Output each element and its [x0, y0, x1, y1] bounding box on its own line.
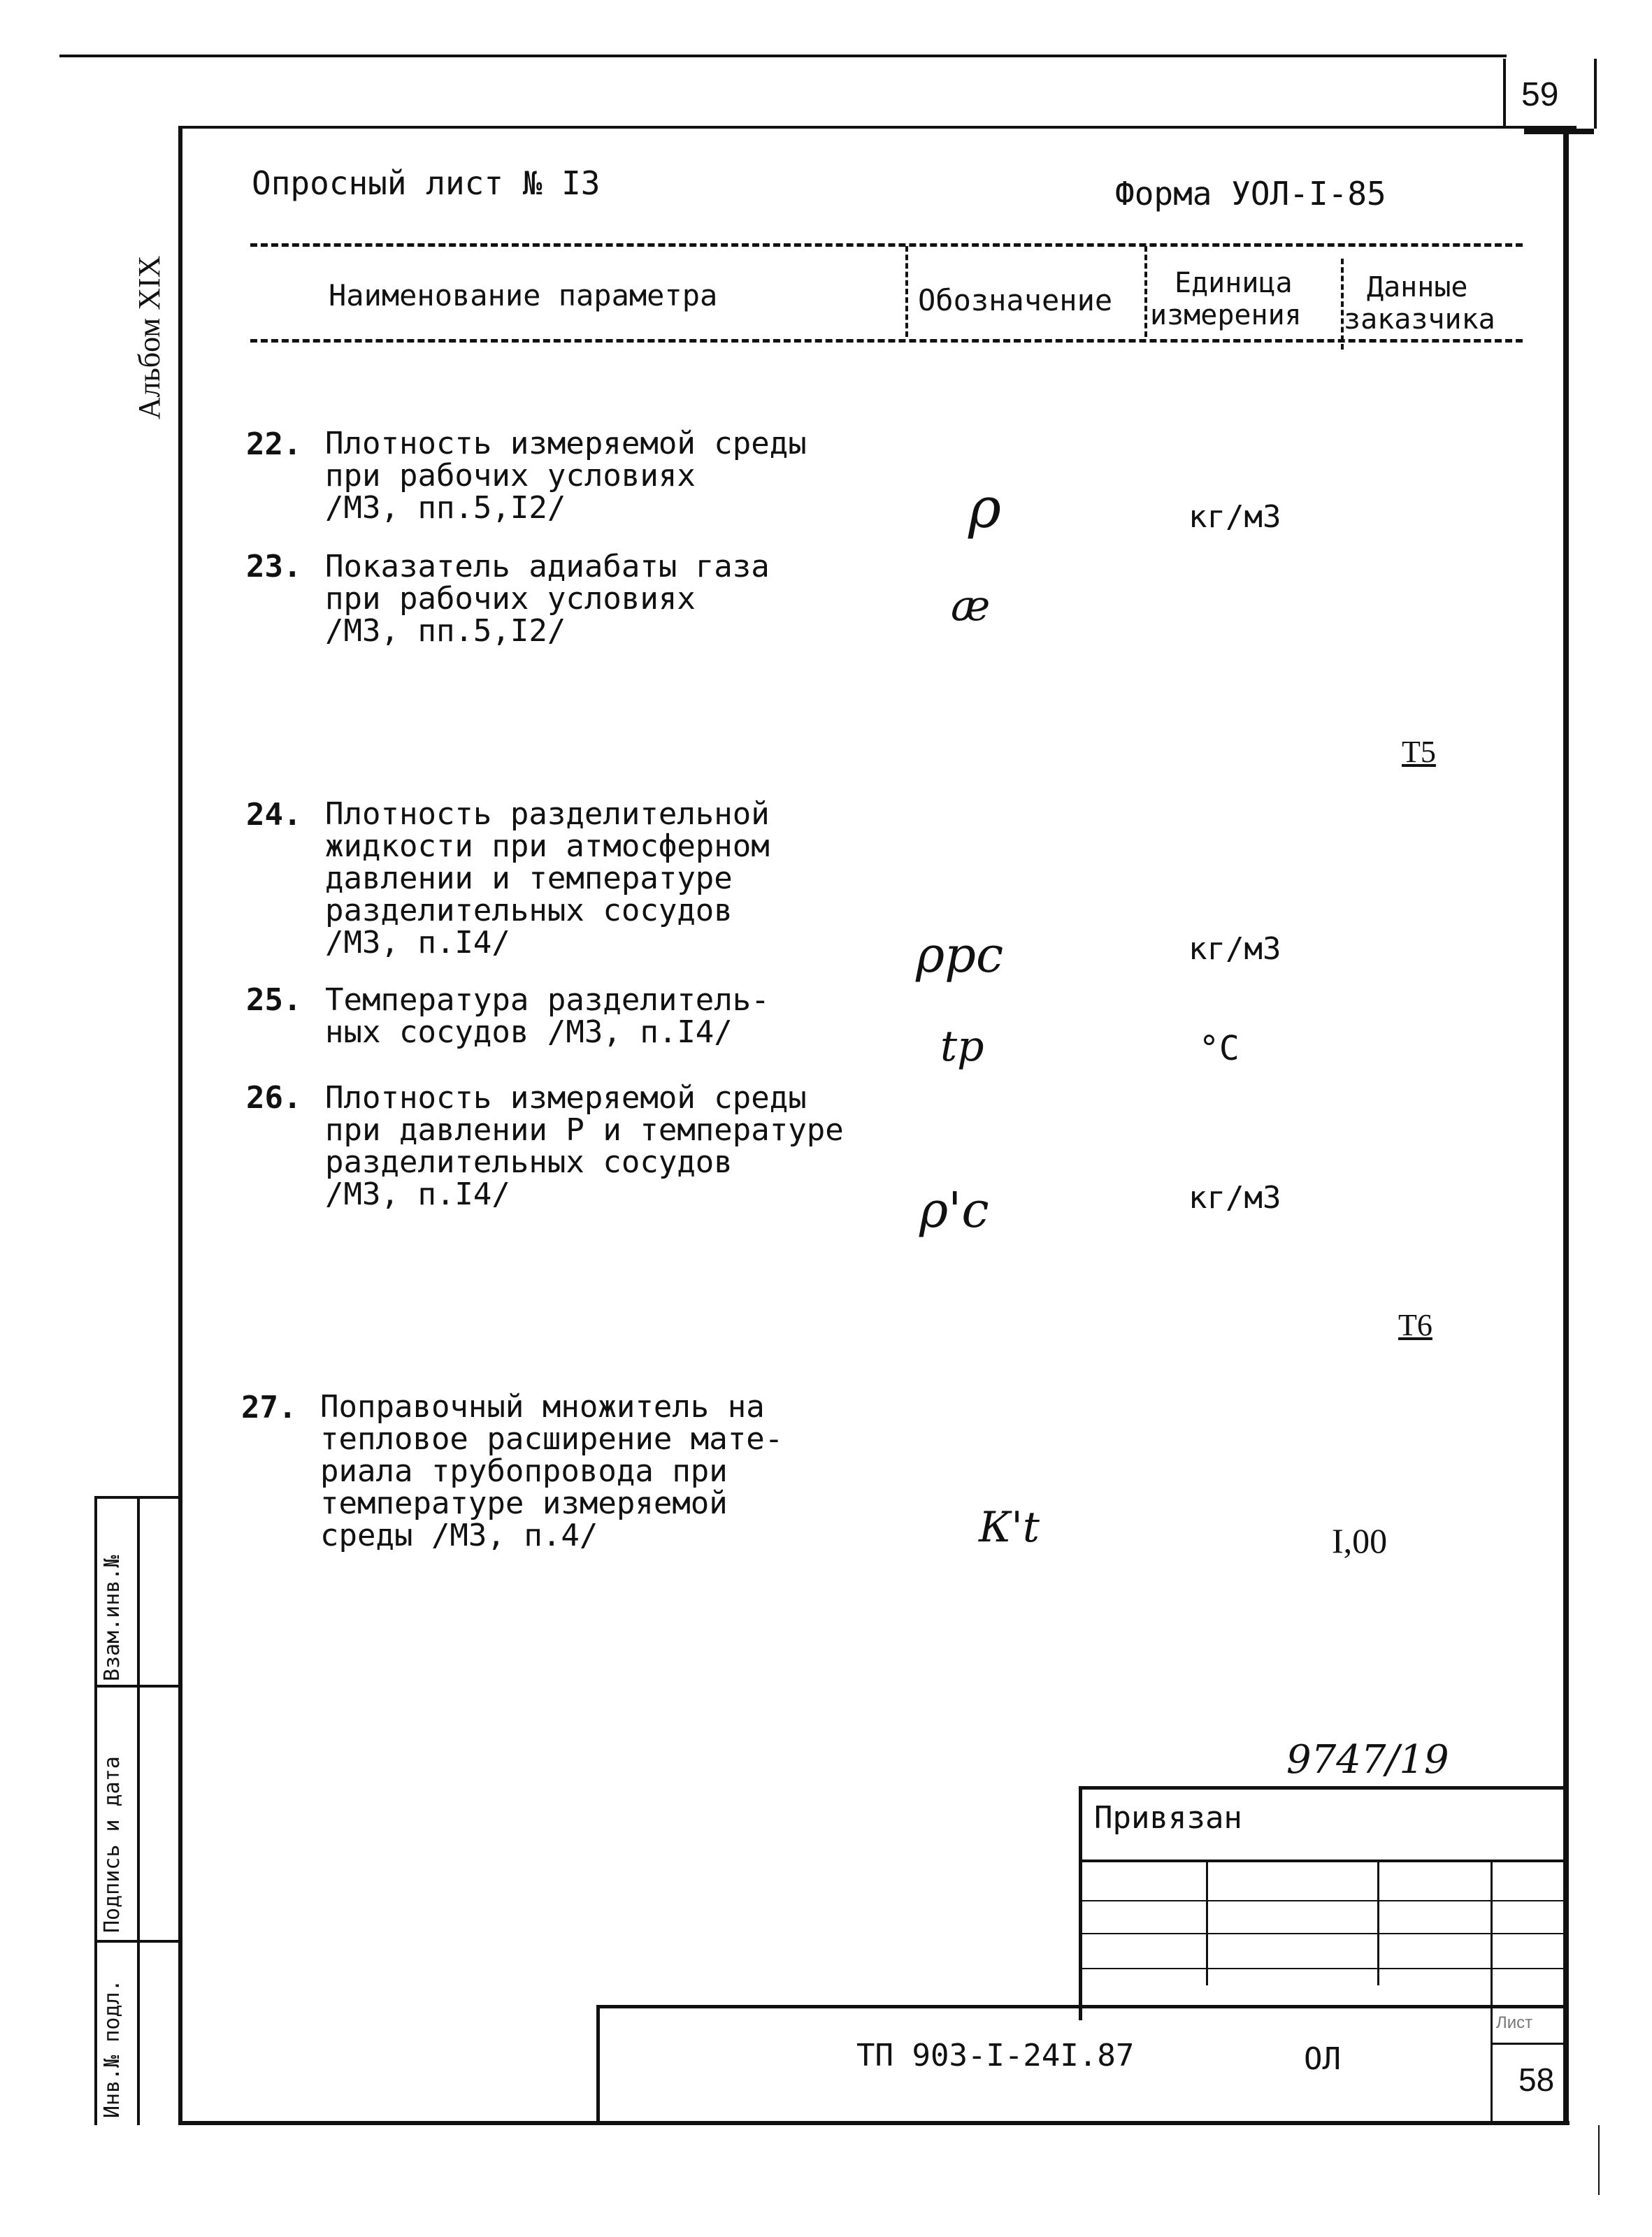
col-header-unit-2: измерения	[1150, 299, 1302, 331]
col-header-unit-1: Единица	[1175, 267, 1293, 299]
right-margin-trace	[1598, 2125, 1600, 2195]
item-26-symbol: ρ'с	[919, 1181, 989, 1239]
item-27-value: I,00	[1332, 1521, 1388, 1560]
frame-left	[178, 126, 182, 2125]
col-header-name: Наименование параметра	[329, 278, 718, 312]
col-header-data-2: заказчика	[1344, 303, 1495, 336]
bound-label: Привязан	[1094, 1800, 1242, 1836]
bound-row-1	[1080, 1860, 1566, 1862]
item-27-symbol: К't	[979, 1503, 1040, 1552]
item-25-unit: °С	[1199, 1029, 1240, 1068]
page-number-box-left	[1503, 59, 1506, 129]
bound-col-2	[1377, 1860, 1379, 1985]
item-23-text: Показатель адиабаты газа при рабочих условиях /МЗ, пп.5,I2/	[325, 549, 770, 649]
bound-row-3	[1080, 1933, 1566, 1934]
side-stamp-left	[94, 1496, 97, 2125]
form-title: Опросный лист № I3	[252, 164, 601, 202]
form-code: Форма УОЛ-I-85	[1115, 175, 1386, 213]
side-stamp-vzam: Взам.инв.№	[100, 1555, 124, 1681]
side-stamp-signature: Подпись и дата	[100, 1756, 124, 1933]
item-27-number: 27.	[241, 1390, 297, 1425]
bound-col-3	[1491, 1860, 1493, 2125]
header-dash-bottom	[250, 339, 1523, 343]
page-number-box-right	[1594, 59, 1597, 129]
item-27-text: Поправочный множитель на тепловое расширение мате- риала трубопровода при температуре измеряемой среды /МЗ, п.4/	[320, 1389, 784, 1553]
doc-type: ОЛ	[1304, 2041, 1341, 2077]
item-22-unit: кг/м3	[1188, 499, 1281, 535]
item-26-number: 26.	[246, 1080, 302, 1116]
item-24-symbol: ρрс	[916, 926, 1004, 984]
title-block-left	[596, 2005, 600, 2124]
item-23-symbol: æ	[951, 582, 991, 631]
sheet-label: Лист	[1496, 2013, 1533, 2032]
header-sep-2	[1144, 246, 1147, 337]
bound-row-4	[1080, 1968, 1566, 1969]
item-23-number: 23.	[246, 549, 302, 584]
side-stamp-mid	[137, 1496, 140, 2125]
side-stamp-inv-podl: Инв.№ подл.	[100, 1979, 124, 2118]
t5-marker: Т5	[1402, 735, 1436, 769]
page-number: 59	[1521, 76, 1559, 113]
sheet-number: 58	[1518, 2062, 1555, 2098]
col-header-data-1: Данные	[1367, 271, 1468, 303]
bound-box-top	[1080, 1786, 1566, 1790]
item-24-number: 24.	[246, 797, 302, 833]
side-stamp-div-2	[94, 1940, 182, 1943]
frame-right	[1563, 133, 1569, 2125]
sheet-box-mid	[1491, 2043, 1566, 2045]
header-sep-1	[905, 246, 908, 337]
frame-top-2	[1524, 129, 1594, 134]
item-24-unit: кг/м3	[1188, 931, 1281, 967]
header-dash-top	[250, 243, 1523, 247]
handwritten-number: 9747/19	[1286, 1737, 1449, 1783]
item-22-number: 22.	[246, 426, 302, 462]
frame-bottom	[178, 2121, 1570, 2125]
bound-col-1	[1206, 1860, 1208, 1985]
t6-marker: Т6	[1398, 1308, 1432, 1342]
item-22-symbol: ρ	[968, 475, 1002, 540]
item-22-text: Плотность измеряемой среды при рабочих условиях /МЗ, пп.5,I2/	[325, 426, 807, 526]
item-25-symbol: tр	[940, 1022, 984, 1071]
album-label: Альбом XIX	[132, 255, 166, 419]
bound-box-left	[1079, 1786, 1082, 2020]
title-block-top	[598, 2005, 1566, 2008]
frame-top	[178, 126, 1576, 129]
bound-row-2	[1080, 1900, 1566, 1901]
col-header-symbol: Обозначение	[918, 283, 1113, 317]
doc-code: ТП 903-I-24I.87	[856, 2038, 1135, 2073]
top-rule	[59, 55, 1507, 57]
item-26-unit: кг/м3	[1188, 1180, 1281, 1216]
item-25-text: Температура разделитель- ных сосудов /МЗ, п.I4/	[325, 982, 770, 1050]
item-25-number: 25.	[246, 982, 302, 1018]
side-stamp-div-1	[94, 1685, 182, 1688]
item-26-text: Плотность измеряемой среды при давлении Р и температуре разделительных сосудов /МЗ, п.I4/	[325, 1080, 844, 1212]
item-24-text: Плотность разделительной жидкости при атмосферном давлении и температуре разделительных сосудов /МЗ, п.I4/	[325, 796, 770, 961]
side-stamp-top	[94, 1496, 182, 1499]
